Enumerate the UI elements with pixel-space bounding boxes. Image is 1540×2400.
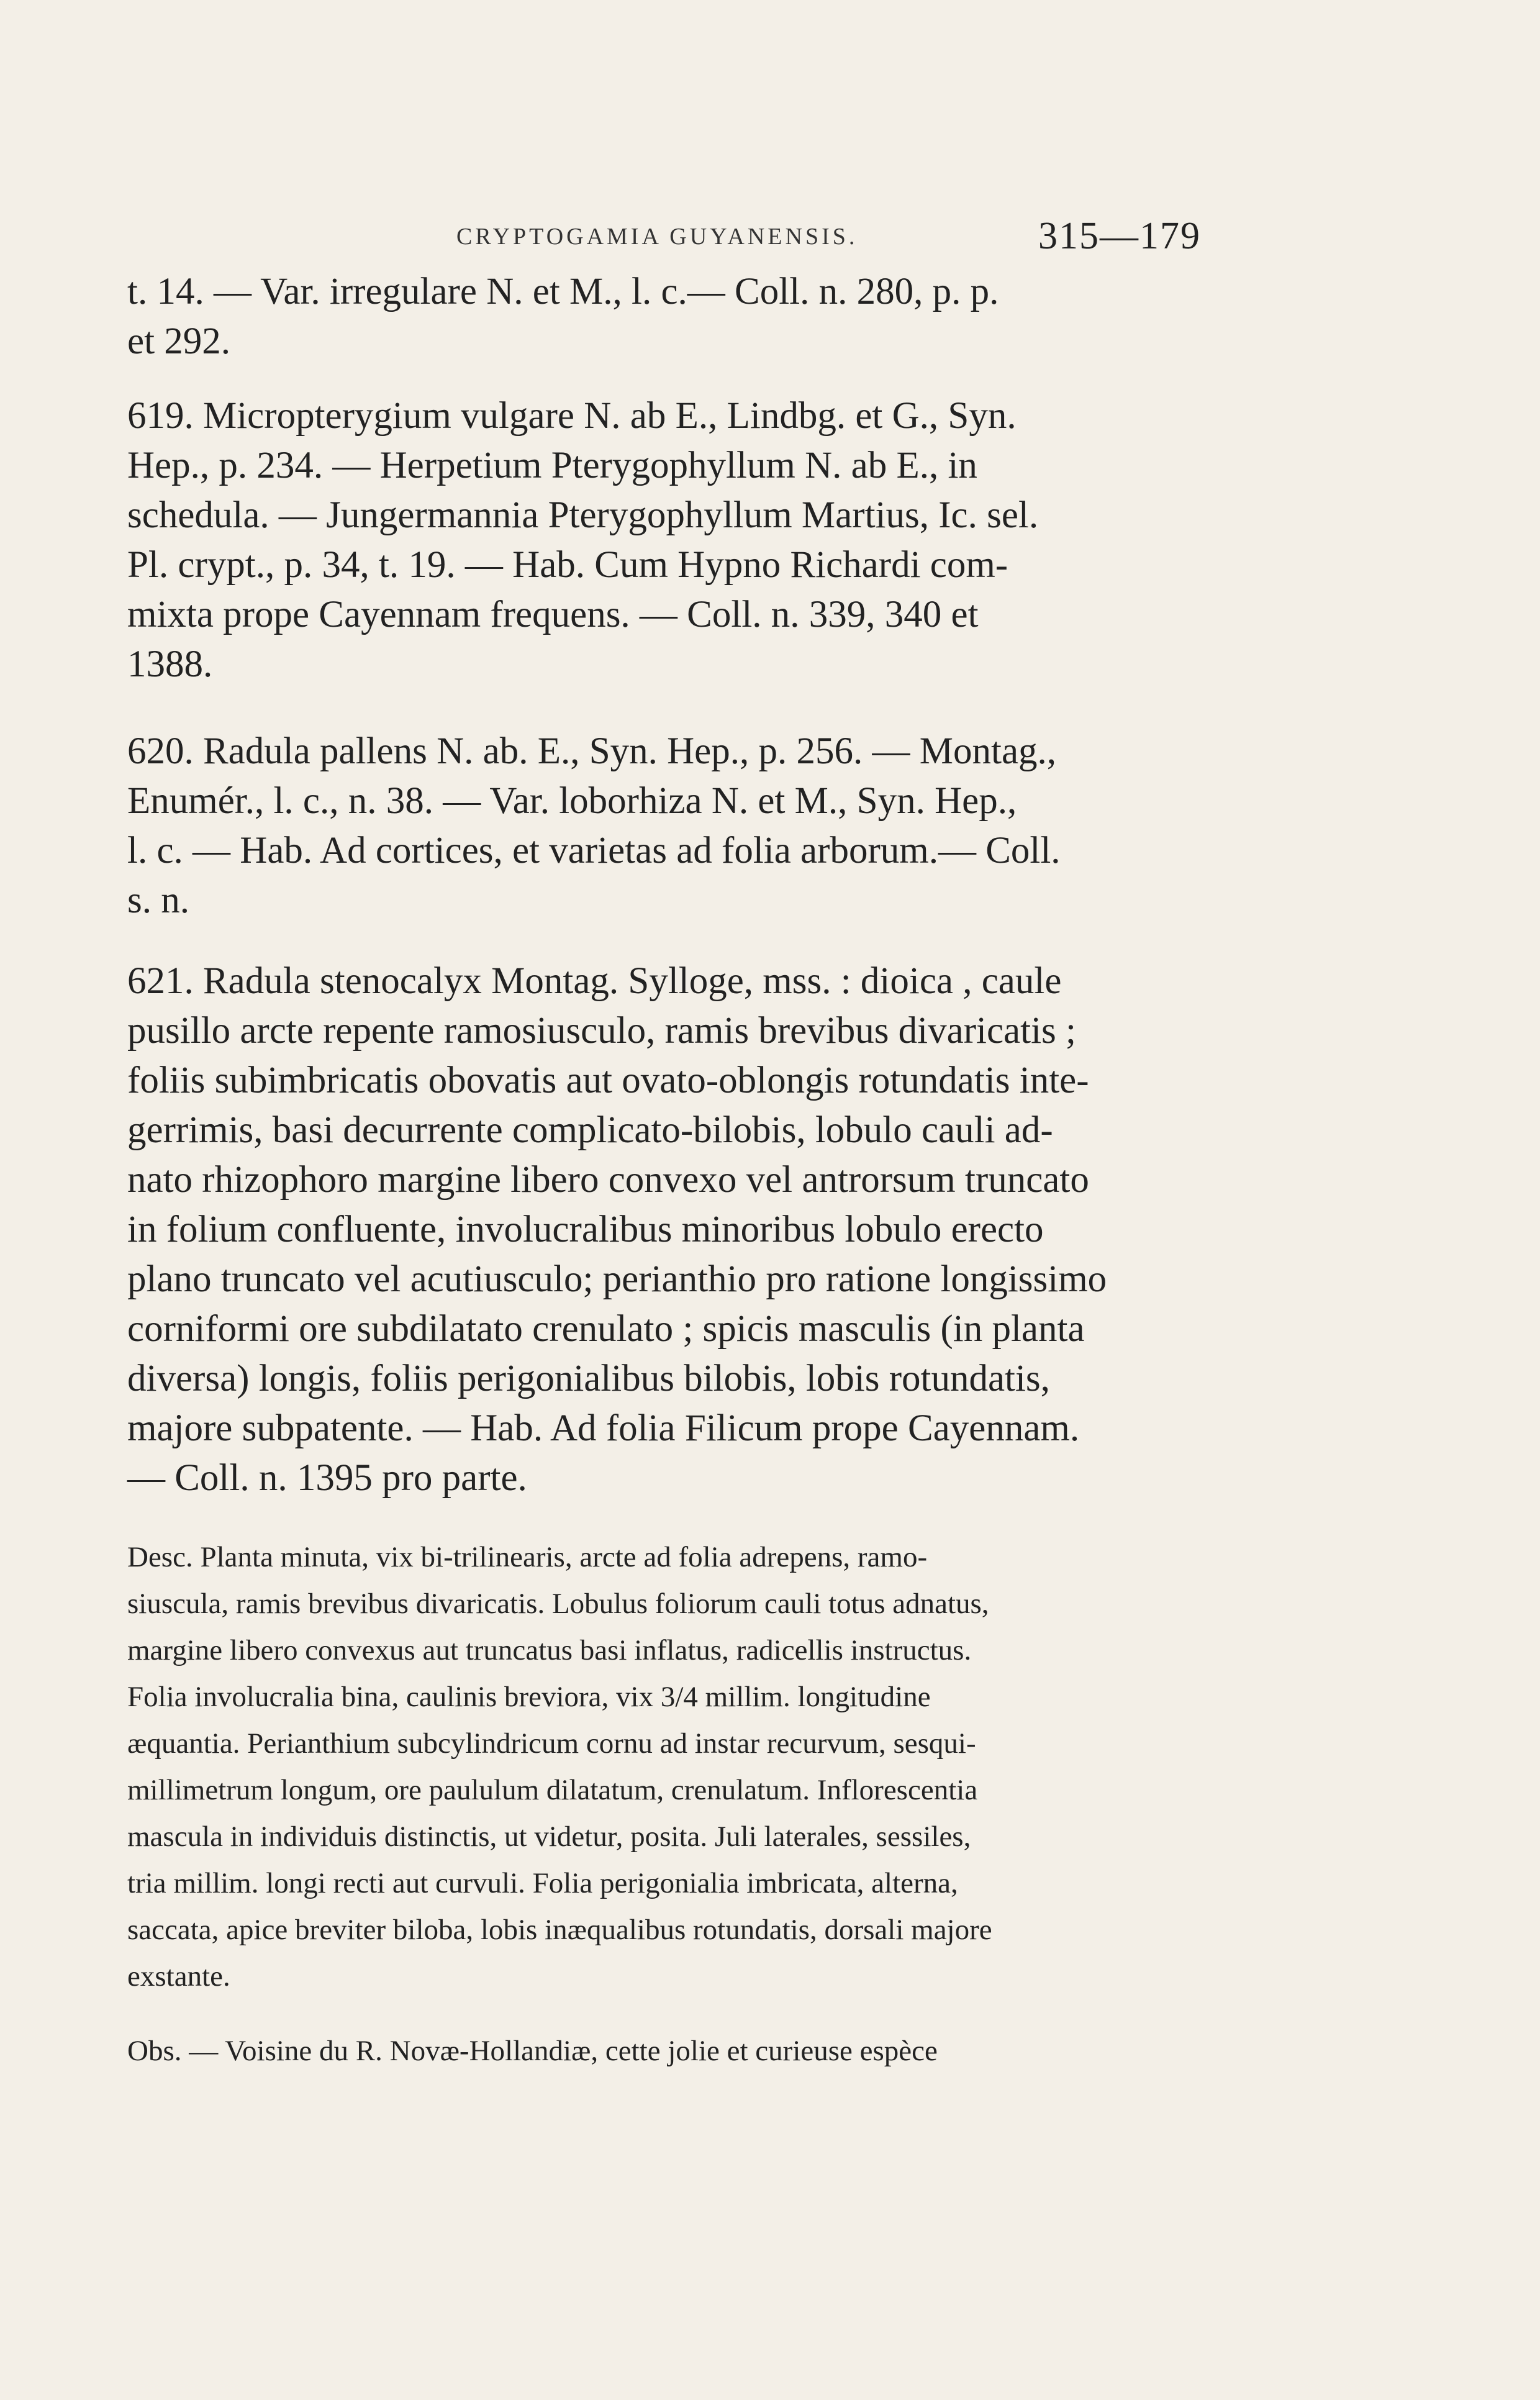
entry-620 [127,727,1211,925]
text-line: millimetrum longum, ore paululum dilatatum, crenulatum. Inflorescentia [127,1774,978,1806]
text-line: t. 14. — Var. irregulare N. et M., l. c.— Coll. n. 280, p. p. [127,271,999,312]
page-number: 315—179 [1038,215,1201,257]
text-line: æquantia. Perianthium subcylindricum cornu ad instar recurvum, sesqui- [127,1727,976,1760]
text-line: 1388. [127,643,213,685]
text-line: 621. Radula stenocalyx Montag. Sylloge, mss. : dioica , caule [127,960,1062,1002]
text-line: s. n. [127,880,189,921]
entry-621 [127,957,1211,1503]
text-line: Pl. crypt., p. 34, t. 19. — Hab. Cum Hypno Richardi com- [127,544,1008,586]
text-line: diversa) longis, foliis perigonialibus bilobis, lobis rotundatis, [127,1358,1050,1399]
text-line: — Coll. n. 1395 pro parte. [127,1457,527,1499]
text-line: saccata, apice breviter biloba, lobis inæqualibus rotundatis, dorsali majore [127,1914,992,1946]
text-line: Obs. — Voisine du R. Novæ-Hollandiæ, cette jolie et curieuse espèce [127,2035,938,2067]
text-line: exstante. [127,1960,230,1993]
text-line: Folia involucralia bina, caulinis breviora, vix 3/4 millim. longitudine [127,1681,931,1713]
text-line: mixta prope Cayennam frequens. — Coll. n. 339, 340 et [127,594,979,635]
text-line: l. c. — Hab. Ad cortices, et varietas ad folia arborum.— Coll. [127,830,1061,871]
entry-619 [127,391,1211,689]
page-header [0,214,1540,258]
text-line: in folium confluente, involucralibus minoribus lobulo erecto [127,1209,1044,1250]
observation-paragraph [127,2028,1211,2075]
text-line: corniformi ore subdilatato crenulato ; spicis masculis (in planta [127,1308,1085,1350]
text-line: et 292. [127,320,231,362]
text-line: Hep., p. 234. — Herpetium Pterygophyllum N. ab E., in [127,445,977,486]
text-line: nato rhizophoro margine libero convexo vel antrorsum truncato [127,1159,1089,1201]
text-line: Desc. Planta minuta, vix bi-trilinearis, arcte ad folia adrepens, ramo- [127,1541,928,1573]
text-line: gerrimis, basi decurrente complicato-bilobis, lobulo cauli ad- [127,1109,1053,1151]
description-paragraph [127,1534,1211,2000]
text-line: schedula. — Jungermannia Pterygophyllum Martius, Ic. sel. [127,494,1039,536]
text-line: siuscula, ramis brevibus divaricatis. Lobulus foliorum cauli totus adnatus, [127,1588,989,1620]
text-line: Enumér., l. c., n. 38. — Var. loborhiza N. et M., Syn. Hep., [127,780,1017,822]
text-line: tria millim. longi recti aut curvuli. Folia perigonialia imbricata, alterna, [127,1867,958,1899]
running-title: CRYPTOGAMIA GUYANENSIS. [456,224,858,250]
text-line: foliis subimbricatis obovatis aut ovato-oblongis rotundatis inte- [127,1060,1089,1101]
text-line: pusillo arcte repente ramosiusculo, ramis brevibus divaricatis ; [127,1010,1076,1052]
text-line: 620. Radula pallens N. ab. E., Syn. Hep., p. 256. — Montag., [127,730,1057,772]
text-line: 619. Micropterygium vulgare N. ab E., Lindbg. et G., Syn. [127,395,1017,437]
text-line: plano truncato vel acutiusculo; perianthio pro ratione longissimo [127,1258,1107,1300]
continuation-paragraph [127,267,1211,366]
text-line: margine libero convexus aut truncatus basi inflatus, radicellis instructus. [127,1634,972,1666]
text-line: mascula in individuis distinctis, ut videtur, posita. Juli laterales, sessiles, [127,1820,971,1853]
text-line: majore subpatente. — Hab. Ad folia Filicum prope Cayennam. [127,1407,1080,1449]
